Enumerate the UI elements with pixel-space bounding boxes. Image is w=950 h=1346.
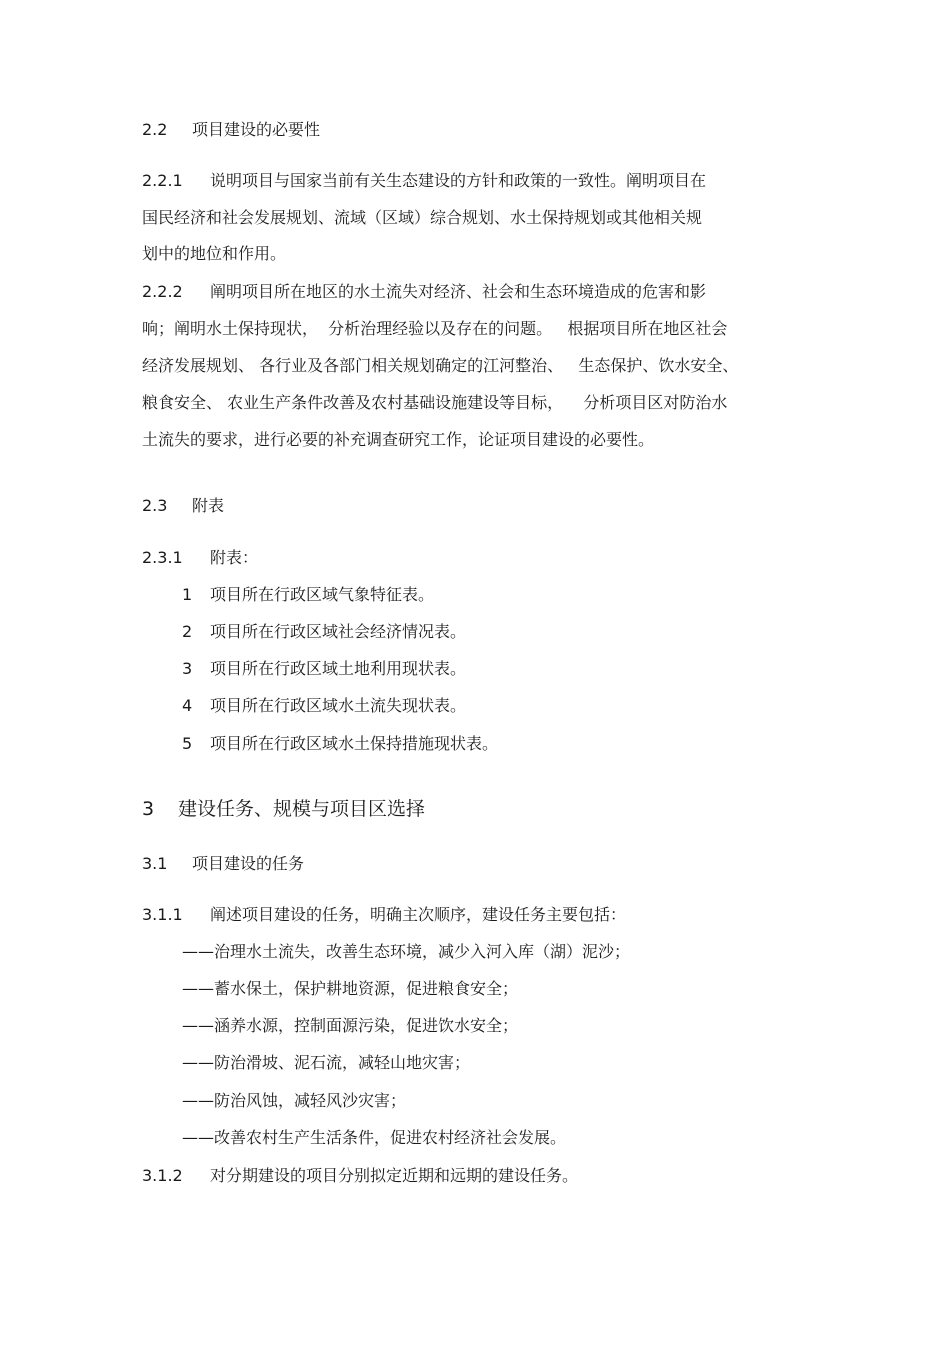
section-title: 项目建设的任务: [192, 854, 305, 873]
list-text: 项目所在行政区域水土流失现状表。: [210, 696, 467, 715]
chapter-title: 建设任务、规模与项目区选择: [178, 798, 426, 820]
list-item: [182, 585, 434, 605]
paragraph-text: 阐明项目所在地区的水土流失对经济、社会和生态环境造成的危害和影: [210, 282, 707, 301]
section-number: 3.1.1: [142, 905, 183, 924]
list-text: 项目所在行政区域土地利用现状表。: [210, 659, 467, 678]
section-number: 2.2.1: [142, 171, 183, 190]
section-2-3-1-heading: [142, 548, 258, 568]
section-2-2-1-line-1: [142, 171, 706, 191]
task-item: ——防治风蚀，减轻风沙灾害；: [182, 1091, 407, 1110]
section-2-2-2-line-3: 经济发展规划、 各行业及各部门相关规划确定的江河整治、 生态保护、饮水安全、: [142, 356, 739, 375]
chapter-number: 3: [142, 798, 155, 820]
section-3-1-2: [142, 1166, 578, 1186]
section-number: 3.1: [142, 854, 168, 873]
section-3-1-1-heading: [142, 905, 626, 925]
task-item: ——蓄水保土，保护耕地资源，促进粮食安全；: [182, 979, 519, 998]
section-2-2-2-line-5: 土流失的要求，进行必要的补充调查研究工作，论证项目建设的必要性。: [142, 430, 655, 449]
section-number: 2.2: [142, 120, 168, 139]
list-text: 项目所在行政区域社会经济情况表。: [210, 622, 467, 641]
list-number: 3: [182, 659, 193, 678]
list-number: 4: [182, 696, 193, 715]
task-item: ——改善农村生产生活条件，促进农村经济社会发展。: [182, 1128, 567, 1147]
task-item: ——治理水土流失，改善生态环境，减少入河入库（湖）泥沙；: [182, 942, 631, 961]
task-item: ——防治滑坡、泥石流，减轻山地灾害；: [182, 1053, 471, 1072]
paragraph-text: 阐述项目建设的任务，明确主次顺序，建设任务主要包括：: [210, 905, 627, 924]
section-number: 2.3: [142, 496, 168, 515]
chapter-3-heading: [142, 799, 425, 819]
list-number: 1: [182, 585, 193, 604]
list-text: 项目所在行政区域水土保持措施现状表。: [210, 734, 499, 753]
section-2-2-heading: [142, 120, 320, 140]
task-item: ——涵养水源，控制面源污染，促进饮水安全；: [182, 1016, 519, 1035]
section-title: 项目建设的必要性: [192, 120, 321, 139]
list-number: 2: [182, 622, 193, 641]
list-number: 5: [182, 734, 193, 753]
list-item: [182, 622, 466, 642]
section-title: 附表：: [210, 548, 259, 567]
paragraph-text: 说明项目与国家当前有关生态建设的方针和政策的一致性。阐明项目在: [210, 171, 707, 190]
list-text: 项目所在行政区域气象特征表。: [210, 585, 435, 604]
section-2-3-heading: [142, 496, 224, 516]
section-number: 2.2.2: [142, 282, 183, 301]
list-item: [182, 734, 498, 754]
section-2-2-2-line-4: 粮食安全、 农业生产条件改善及农村基础设施建设等目标， 分析项目区对防治水: [142, 393, 728, 412]
section-2-2-2-line-2: 响；阐明水土保持现状， 分析治理经验以及存在的问题。 根据项目所在地区社会: [142, 319, 728, 338]
section-number: 2.3.1: [142, 548, 183, 567]
section-2-2-1-line-3: 划中的地位和作用。: [142, 244, 287, 263]
paragraph-text: 对分期建设的项目分别拟定近期和远期的建设任务。: [210, 1166, 579, 1185]
section-2-2-2-line-1: [142, 282, 706, 302]
section-number: 3.1.2: [142, 1166, 183, 1185]
list-item: [182, 659, 466, 679]
list-item: [182, 696, 466, 716]
section-3-1-heading: [142, 854, 304, 874]
section-title: 附表: [192, 496, 225, 515]
section-2-2-1-line-2: 国民经济和社会发展规划、流域（区域）综合规划、水土保持规划或其他相关规: [142, 208, 703, 227]
